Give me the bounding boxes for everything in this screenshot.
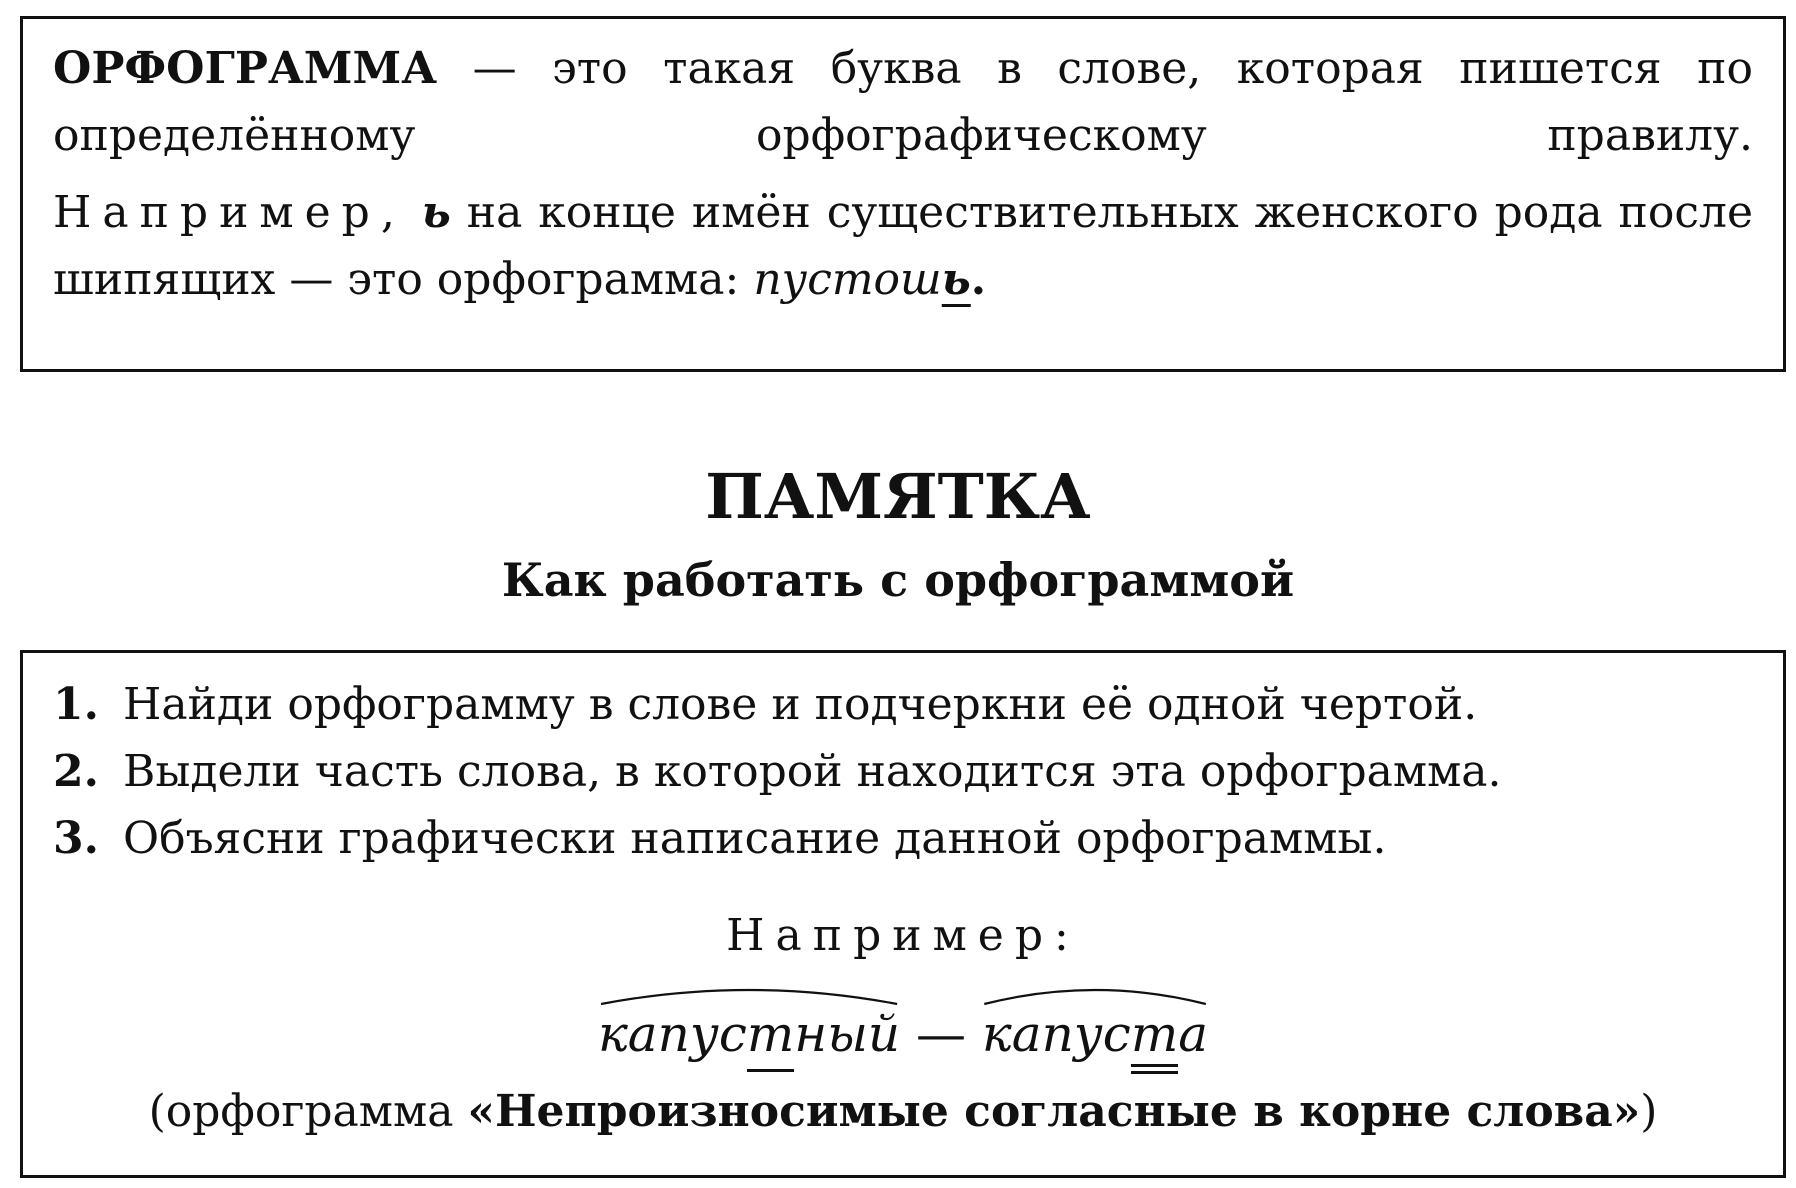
memo-subtitle: Как работать с орфограммой	[501, 553, 1295, 607]
step-number: 3.	[53, 813, 99, 864]
note-open: (орфограмма	[148, 1086, 468, 1137]
definition-paragraph	[53, 35, 1753, 169]
memo-title: ПАМЯТКА	[705, 460, 1091, 533]
example-text: на конце имён существительных женского рода после шипящих — это орфограмма:	[53, 187, 1753, 305]
word-1-orthogram-letter: т	[746, 1005, 795, 1063]
word-1-root-start: капус	[597, 1005, 747, 1063]
example-words	[53, 1004, 1753, 1074]
double-underline	[1131, 1064, 1178, 1074]
note-close: )	[1640, 1086, 1658, 1137]
example-word: Например,	[53, 187, 406, 238]
root-arc-icon	[982, 980, 1208, 1006]
word-1-ending: ный	[794, 1005, 901, 1063]
sample-stem: пустош	[753, 254, 942, 305]
step-text: Выдели часть слова, в которой находится эта орфограмма.	[123, 746, 1502, 797]
orthogram-note	[53, 1082, 1753, 1142]
sample-orthogram-letter: ь	[941, 254, 971, 305]
example-word-2	[982, 1004, 1208, 1064]
step-text: Найди орфограмму в слове и подчеркни её одной чертой.	[123, 679, 1478, 730]
example-dash: —	[900, 1005, 982, 1063]
word-2-orthogram	[1131, 1004, 1178, 1064]
example-label: Например:	[726, 910, 1080, 961]
soft-sign: ь	[421, 187, 451, 238]
word-2-root-start: капус	[981, 1005, 1131, 1063]
note-rule-name: «Непроизносимые согласные в корне слова»	[467, 1086, 1641, 1137]
step-item	[53, 671, 1753, 738]
sample-word	[753, 254, 970, 305]
steps-list	[53, 671, 1753, 872]
step-item	[53, 738, 1753, 805]
step-item	[53, 805, 1753, 872]
word-1-orthogram	[747, 1004, 794, 1064]
step-number: 1.	[53, 679, 99, 730]
word-2-ending: а	[1178, 1005, 1209, 1063]
memo-box	[20, 650, 1786, 1178]
definition-box	[20, 16, 1786, 372]
sample-period: .	[970, 254, 987, 305]
example-paragraph	[53, 179, 1753, 313]
step-text: Объясни графически написание данной орфограммы.	[123, 813, 1387, 864]
single-underline	[747, 1069, 794, 1072]
step-number: 2.	[53, 746, 99, 797]
word-2-orthogram-letter: т	[1130, 1005, 1179, 1063]
definition-text: — это такая буква в слове, которая пишется по определённому орфографическому правилу.	[53, 43, 1753, 161]
definition-term: ОРФОГРАММА	[53, 43, 438, 94]
root-arc-icon	[598, 980, 900, 1006]
example-word-1	[598, 1004, 900, 1064]
